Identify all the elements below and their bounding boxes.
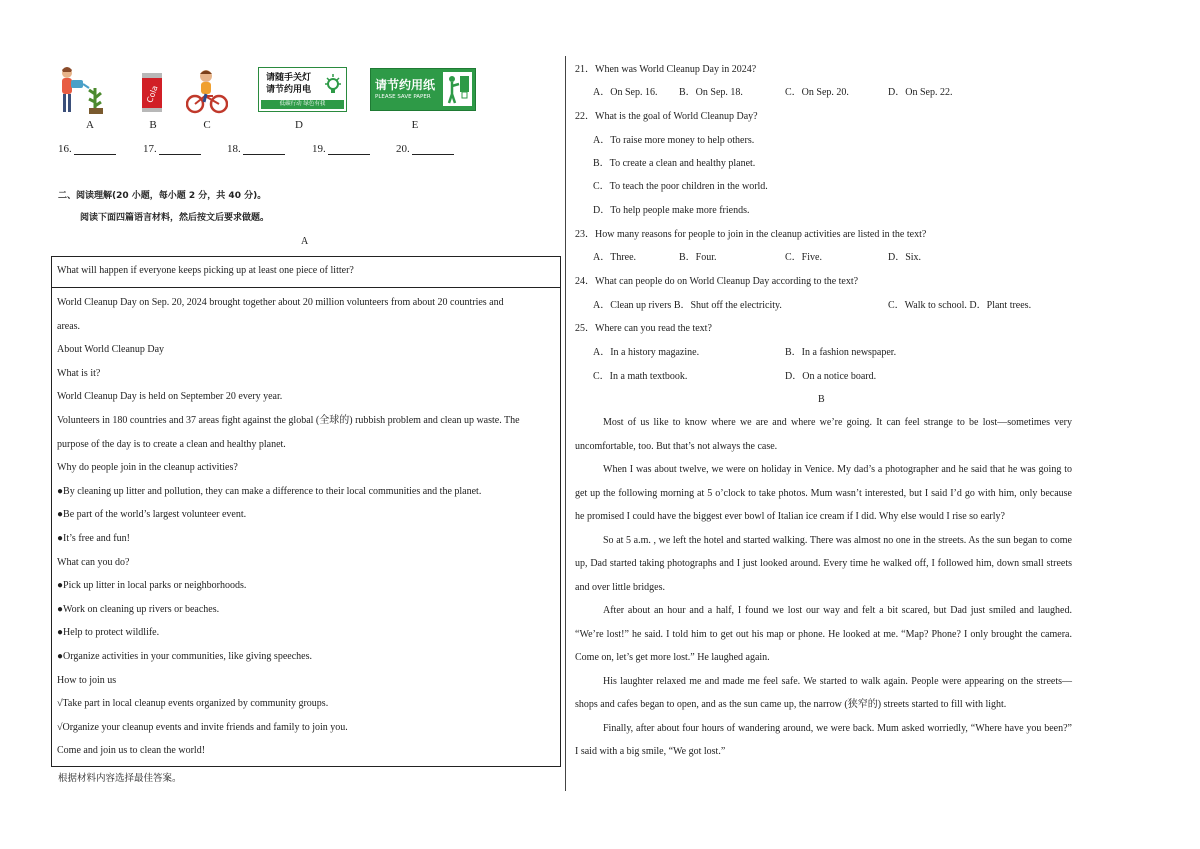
question-25-option-a[interactable]: A．In a history magazine.: [593, 347, 700, 358]
passage-b-paragraph: Most of us like to know where we are and where we’re going. It can feel strange to be lost—sometimes very uncomfortable, too. But that’s not always the case.: [575, 417, 1072, 452]
passage-a-line: Volunteers in 180 countries and 37 areas fight against the global (全球的) rubbish problem and clean up waste. The: [57, 415, 520, 426]
blank-16-number: 16.: [58, 143, 72, 155]
soda-can-icon: [140, 70, 164, 114]
picture-e-sign: [370, 68, 476, 111]
watering-person-icon: [55, 64, 111, 116]
sign-e-title: 请节约用纸: [375, 78, 436, 92]
question-25-option-b[interactable]: B．In a fashion newspaper.: [785, 347, 897, 358]
passage-a-label: A: [301, 236, 309, 247]
passage-a-line: How to join us: [57, 675, 117, 686]
question-25-stem: 25．Where can you read the text?: [575, 323, 712, 334]
passage-a-line: World Cleanup Day on Sep. 20, 2024 brought together about 20 million volunteers from about 20 countries and: [57, 297, 504, 308]
question-24-option-cd[interactable]: C．Walk to school. D．Plant trees.: [888, 300, 1032, 311]
blank-20-number: 20.: [396, 143, 410, 155]
blank-17-number: 17.: [143, 143, 157, 155]
question-23-stem: 23．How many reasons for people to join in the cleanup activities are listed in the text?: [575, 229, 927, 240]
blank-19[interactable]: [312, 143, 370, 155]
passage-b-paragraph: His laughter relaxed me and made me feel safe. We started to walk again. People were appearing on the streets—shops and cafes began to open, and as the sun came up, the narrow (狭窄的) streets started to fill with light.: [575, 675, 1072, 710]
question-24-stem: 24．What can people do on World Cleanup Day according to the text?: [575, 276, 859, 287]
passage-a-line: ●Work on cleaning up rivers or beaches.: [57, 604, 220, 615]
blank-19-line[interactable]: [328, 144, 370, 155]
passage-a-line: ●Pick up litter in local parks or neighborhoods.: [57, 580, 247, 591]
passage-a-box: [51, 256, 561, 767]
passage-a-line: √Organize your cleanup events and invite friends and family to join you.: [57, 722, 348, 733]
blank-18[interactable]: [227, 143, 285, 155]
picture-c-label: C: [203, 119, 211, 131]
question-23-option-b[interactable]: B．Four.: [679, 252, 717, 263]
passage-a-line: What can you do?: [57, 557, 130, 568]
passage-a-line: ●Be part of the world’s largest volunteer event.: [57, 509, 247, 520]
passage-b-paragraph: Finally, after about four hours of wandering around, we were back. Mum asked worriedly, “Where have you been?” I said with a big smile, “We got lost.”: [575, 722, 1072, 757]
picture-e-label: E: [411, 119, 419, 131]
passage-a-footer: 根据材料内容选择最佳答案。: [58, 773, 182, 784]
passage-b-paragraph: After about an hour and a half, I found we lost our way and felt a bit scared, but Dad just smiled and laughed. “We’re lost!” he said. I told him to get out his map or phone. He looked at me. “Map? Phone? I only brought the camera. Come on, let’s get more lost.” He laughed again.: [575, 605, 1072, 663]
question-22-option-a[interactable]: A．To raise more money to help others.: [593, 135, 755, 146]
blank-18-line[interactable]: [243, 144, 285, 155]
passage-a-line: Why do people join in the cleanup activities?: [57, 462, 238, 473]
lightbulb-icon: [323, 73, 343, 95]
passage-a-line: areas.: [57, 321, 81, 332]
blank-20[interactable]: [396, 143, 454, 155]
sign-d-line2: 请节约用电: [266, 85, 312, 95]
passage-b-paragraph: So at 5 a.m. , we left the hotel and started walking. There was almost no one in the streets. As the sun began to come up, Dad started taking photographs and I just looked around. Every time he walked off, I followed him, down small streets and over little bridges.: [575, 534, 1072, 593]
blank-17[interactable]: [143, 143, 201, 155]
picture-d-sign: [258, 67, 347, 112]
blank-19-number: 19.: [312, 143, 326, 155]
passage-a-line: ●By cleaning up litter and pollution, they can make a difference to their local communities and the planet.: [57, 486, 482, 497]
sign-d-bar: 低碳行动 绿色有我: [261, 100, 344, 109]
section-2-instruction: 阅读下面四篇语言材料，然后按文后要求做题。: [80, 213, 270, 223]
passage-b-paragraph: When I was about twelve, we were on holiday in Venice. My dad’s a photographer and he said that he was going to get up the following morning at 5 o’clock to take photos. Mum wasn’t interested, but I said I’d go with him, only because he promised I could have the biggest ever bowl of Italian ice cream if I did. Why else would I rise so early?: [575, 464, 1072, 522]
picture-d-label: D: [295, 119, 303, 131]
question-21-option-d[interactable]: D．On Sep. 22.: [888, 87, 953, 98]
question-23-option-d[interactable]: D．Six.: [888, 252, 922, 263]
picture-c: [186, 68, 228, 114]
question-21-option-c[interactable]: C．On Sep. 20.: [785, 87, 849, 98]
passage-a-line: World Cleanup Day is held on September 20 every year.: [57, 391, 283, 402]
blank-16[interactable]: [58, 143, 116, 155]
question-25-option-d[interactable]: D．On a notice board.: [785, 371, 877, 382]
question-24-option-ab[interactable]: A．Clean up rivers B．Shut off the electricity.: [593, 300, 782, 311]
question-22-option-d[interactable]: D．To help people make more friends.: [593, 205, 750, 216]
bicycle-child-icon: [186, 68, 228, 114]
passage-b-body: [575, 411, 1072, 764]
blank-20-line[interactable]: [412, 144, 454, 155]
blank-16-line[interactable]: [74, 144, 116, 155]
picture-b-label: B: [149, 119, 157, 131]
question-21-option-b[interactable]: B．On Sep. 18.: [679, 87, 743, 98]
column-divider: [565, 56, 566, 791]
can-text: Cola: [145, 84, 160, 104]
passage-a-line: What is it?: [57, 368, 101, 379]
passage-a-line: About World Cleanup Day: [57, 344, 165, 355]
blank-17-line[interactable]: [159, 144, 201, 155]
sign-e-subtitle: PLEASE SAVE PAPER: [375, 94, 431, 100]
passage-a-line: Come and join us to clean the world!: [57, 745, 206, 756]
picture-a: [55, 64, 111, 116]
blank-18-number: 18.: [227, 143, 241, 155]
section-2-title: 二、阅读理解(20 小题，每小题 2 分，共 40 分)。: [58, 191, 267, 201]
question-21-stem: 21．When was World Cleanup Day in 2024?: [575, 64, 757, 75]
passage-a-line: ●Help to protect wildlife.: [57, 627, 160, 638]
passage-a-line: ●Organize activities in your communities, like giving speeches.: [57, 651, 312, 662]
question-23-option-a[interactable]: A．Three.: [593, 252, 637, 263]
passage-a-header: [52, 257, 560, 288]
passage-a-line: √Take part in local cleanup events organized by community groups.: [57, 698, 329, 709]
picture-b: [140, 70, 164, 114]
question-22-option-c[interactable]: C．To teach the poor children in the world.: [593, 181, 768, 192]
passage-a-line: ●It’s free and fun!: [57, 533, 130, 544]
question-25-option-c[interactable]: C．In a math textbook.: [593, 371, 688, 382]
question-21-option-a[interactable]: A．On Sep. 16.: [593, 87, 658, 98]
sign-e-figure-panel: [443, 72, 472, 106]
question-22-stem: 22．What is the goal of World Cleanup Day?: [575, 111, 758, 122]
sign-d-line1: 请随手关灯: [266, 73, 312, 83]
question-22-option-b[interactable]: B．To create a clean and healthy planet.: [593, 158, 756, 169]
question-23-option-c[interactable]: C．Five.: [785, 252, 822, 263]
paper-towel-icon: [443, 72, 472, 106]
passage-b-label: B: [818, 394, 825, 405]
passage-a-line: purpose of the day is to create a clean and healthy planet.: [57, 439, 286, 450]
picture-a-label: A: [86, 119, 94, 131]
passage-a-question-header: What will happen if everyone keeps picking up at least one piece of litter?: [57, 265, 354, 276]
